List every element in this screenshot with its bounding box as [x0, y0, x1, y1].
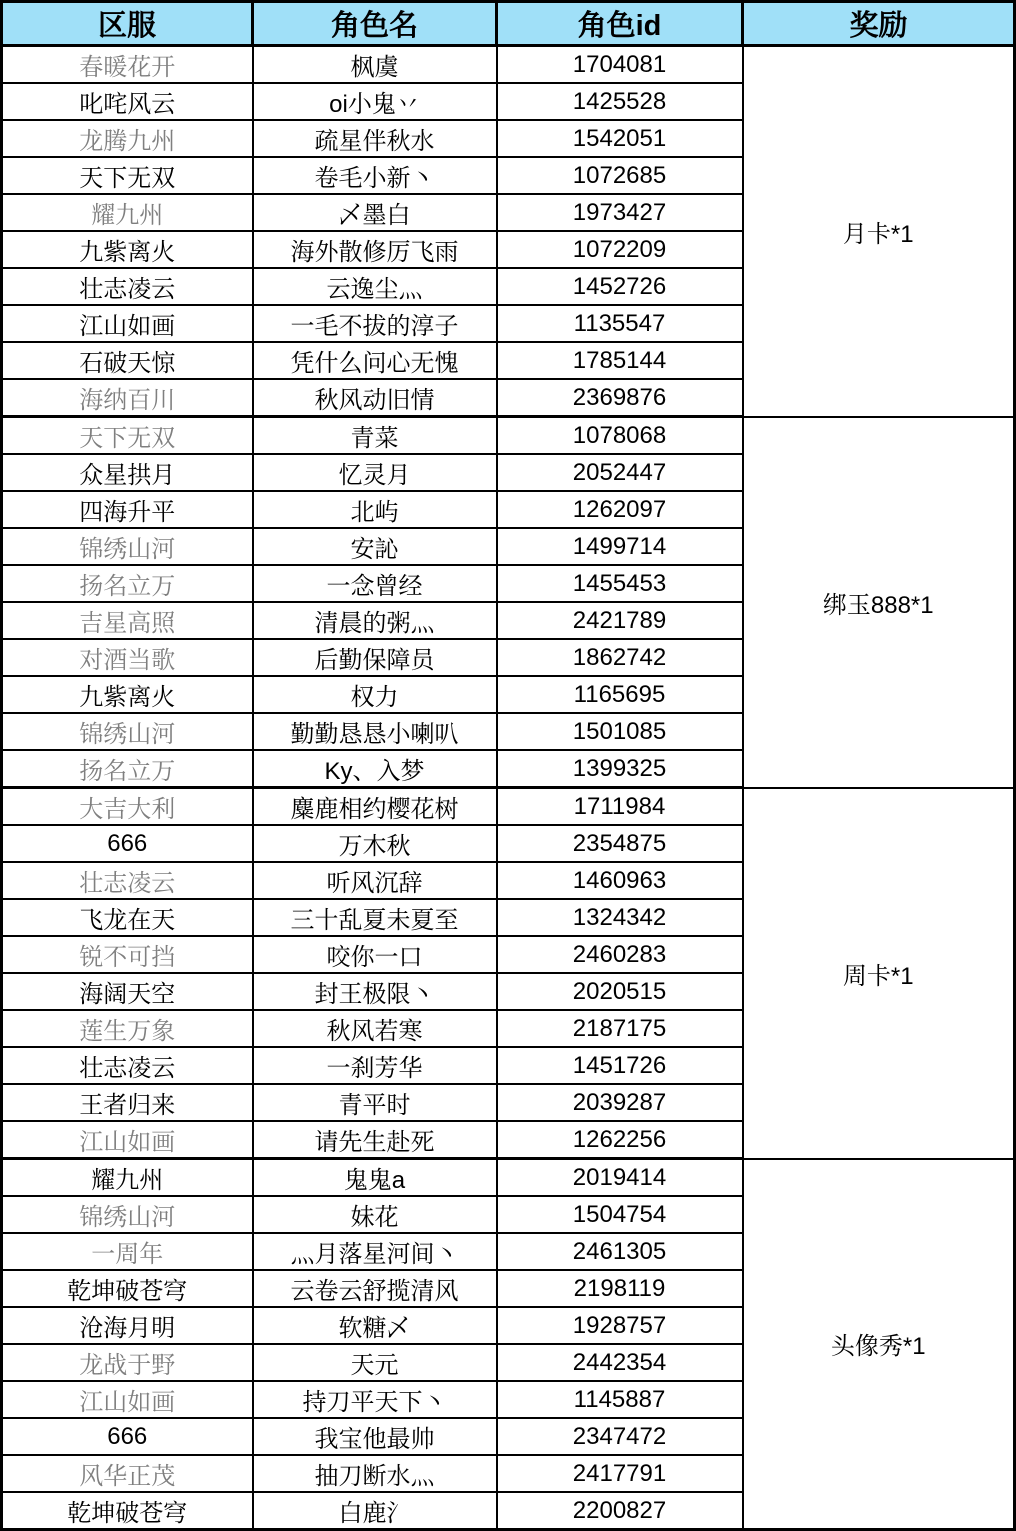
server-cell: 九紫离火	[2, 676, 253, 713]
server-cell: 石破天惊	[2, 342, 253, 379]
name-cell: 我宝他最帅	[253, 1418, 497, 1455]
id-cell: 2442354	[497, 1344, 743, 1381]
id-cell: 2187175	[497, 1010, 743, 1047]
id-cell: 1451726	[497, 1047, 743, 1084]
id-cell: 1452726	[497, 268, 743, 305]
id-cell: 1145887	[497, 1381, 743, 1418]
id-cell: 1078068	[497, 417, 743, 455]
server-cell: 对酒当歌	[2, 639, 253, 676]
id-cell: 2039287	[497, 1084, 743, 1121]
id-cell: 1711984	[497, 788, 743, 826]
server-cell: 锐不可挡	[2, 936, 253, 973]
server-cell: 一周年	[2, 1233, 253, 1270]
name-cell: 乄墨白	[253, 194, 497, 231]
name-cell: 持刀平天下丶	[253, 1381, 497, 1418]
table-body	[2, 46, 1015, 1530]
id-cell: 2200827	[497, 1492, 743, 1530]
server-cell: 叱咤风云	[2, 83, 253, 120]
reward-cell: 头像秀*1	[743, 1159, 1015, 1530]
id-cell: 1973427	[497, 194, 743, 231]
name-cell: 安訫	[253, 528, 497, 565]
server-cell: 江山如画	[2, 305, 253, 342]
name-cell: 云卷云舒揽清风	[253, 1270, 497, 1307]
id-cell: 2052447	[497, 454, 743, 491]
name-cell: 清晨的粥灬	[253, 602, 497, 639]
server-cell: 壮志凌云	[2, 1047, 253, 1084]
server-cell: 壮志凌云	[2, 268, 253, 305]
table-row	[2, 417, 1015, 455]
server-cell: 四海升平	[2, 491, 253, 528]
server-cell: 天下无双	[2, 157, 253, 194]
server-cell: 吉星高照	[2, 602, 253, 639]
server-cell: 锦绣山河	[2, 713, 253, 750]
name-cell: 一刹芳华	[253, 1047, 497, 1084]
name-cell: 权力	[253, 676, 497, 713]
name-cell: 青平时	[253, 1084, 497, 1121]
reward-cell: 月卡*1	[743, 46, 1015, 417]
server-cell: 扬名立万	[2, 565, 253, 602]
server-cell: 乾坤破苍穹	[2, 1270, 253, 1307]
name-cell: 青菜	[253, 417, 497, 455]
server-cell: 风华正茂	[2, 1455, 253, 1492]
id-cell: 1072209	[497, 231, 743, 268]
name-cell: 白鹿氵	[253, 1492, 497, 1530]
name-cell: 天元	[253, 1344, 497, 1381]
id-cell: 2354875	[497, 825, 743, 862]
id-cell: 1862742	[497, 639, 743, 676]
id-cell: 2460283	[497, 936, 743, 973]
server-cell: 沧海月明	[2, 1307, 253, 1344]
id-cell: 1135547	[497, 305, 743, 342]
server-cell: 锦绣山河	[2, 528, 253, 565]
server-cell: 天下无双	[2, 417, 253, 455]
name-cell: 封王极限丶	[253, 973, 497, 1010]
server-cell: 王者归来	[2, 1084, 253, 1121]
server-cell: 龙腾九州	[2, 120, 253, 157]
name-cell: 卷毛小新丶	[253, 157, 497, 194]
server-cell: 九紫离火	[2, 231, 253, 268]
name-cell: 灬月落星河间丶	[253, 1233, 497, 1270]
id-cell: 1501085	[497, 713, 743, 750]
server-cell: 666	[2, 825, 253, 862]
table-row	[2, 1159, 1015, 1197]
id-cell: 1704081	[497, 46, 743, 84]
name-cell: 枫虞	[253, 46, 497, 84]
id-cell: 1785144	[497, 342, 743, 379]
name-cell: 一念曾经	[253, 565, 497, 602]
name-cell: 咬你一口	[253, 936, 497, 973]
name-cell: 麋鹿相约樱花树	[253, 788, 497, 826]
id-cell: 2198119	[497, 1270, 743, 1307]
id-cell: 1399325	[497, 750, 743, 788]
name-cell: 云逸尘灬	[253, 268, 497, 305]
name-cell: 一毛不拔的淳子	[253, 305, 497, 342]
id-cell: 1504754	[497, 1196, 743, 1233]
id-cell: 1499714	[497, 528, 743, 565]
server-cell: 扬名立万	[2, 750, 253, 788]
id-cell: 1324342	[497, 899, 743, 936]
reward-cell: 绑玉888*1	[743, 417, 1015, 788]
server-cell: 江山如画	[2, 1381, 253, 1418]
id-cell: 1425528	[497, 83, 743, 120]
server-cell: 乾坤破苍穹	[2, 1492, 253, 1530]
id-cell: 1542051	[497, 120, 743, 157]
header-row	[2, 2, 1015, 46]
id-cell: 1455453	[497, 565, 743, 602]
server-cell: 耀九州	[2, 1159, 253, 1197]
name-cell: 秋风若寒	[253, 1010, 497, 1047]
name-cell: 三十乱夏未夏至	[253, 899, 497, 936]
server-cell: 飞龙在天	[2, 899, 253, 936]
name-cell: Ky、入梦	[253, 750, 497, 788]
column-header-reward: 奖励	[743, 2, 1015, 46]
server-cell: 江山如画	[2, 1121, 253, 1159]
name-cell: oi小鬼丷	[253, 83, 497, 120]
column-header-server: 区服	[2, 2, 253, 46]
name-cell: 鬼鬼a	[253, 1159, 497, 1197]
server-cell: 众星拱月	[2, 454, 253, 491]
reward-cell: 周卡*1	[743, 788, 1015, 1159]
id-cell: 2421789	[497, 602, 743, 639]
table-header	[2, 2, 1015, 46]
id-cell: 1165695	[497, 676, 743, 713]
table-row	[2, 46, 1015, 84]
table-row	[2, 788, 1015, 826]
name-cell: 请先生赴死	[253, 1121, 497, 1159]
server-cell: 锦绣山河	[2, 1196, 253, 1233]
server-cell: 壮志凌云	[2, 862, 253, 899]
name-cell: 秋风动旧情	[253, 379, 497, 417]
name-cell: 万木秋	[253, 825, 497, 862]
column-header-name: 角色名	[253, 2, 497, 46]
name-cell: 海外散修厉飞雨	[253, 231, 497, 268]
name-cell: 忆灵月	[253, 454, 497, 491]
id-cell: 1072685	[497, 157, 743, 194]
name-cell: 听风沉辞	[253, 862, 497, 899]
name-cell: 抽刀断水灬	[253, 1455, 497, 1492]
name-cell: 妹花	[253, 1196, 497, 1233]
name-cell: 软糖乄	[253, 1307, 497, 1344]
server-cell: 莲生万象	[2, 1010, 253, 1047]
id-cell: 2461305	[497, 1233, 743, 1270]
server-cell: 666	[2, 1418, 253, 1455]
server-cell: 春暖花开	[2, 46, 253, 84]
server-cell: 耀九州	[2, 194, 253, 231]
id-cell: 1262256	[497, 1121, 743, 1159]
name-cell: 凭什么问心无愧	[253, 342, 497, 379]
id-cell: 2347472	[497, 1418, 743, 1455]
server-cell: 海阔天空	[2, 973, 253, 1010]
server-cell: 大吉大利	[2, 788, 253, 826]
name-cell: 后勤保障员	[253, 639, 497, 676]
name-cell: 勤勤恳恳小喇叭	[253, 713, 497, 750]
id-cell: 1262097	[497, 491, 743, 528]
server-cell: 龙战于野	[2, 1344, 253, 1381]
id-cell: 2369876	[497, 379, 743, 417]
column-header-id: 角色id	[497, 2, 743, 46]
name-cell: 疏星伴秋水	[253, 120, 497, 157]
id-cell: 2417791	[497, 1455, 743, 1492]
id-cell: 2019414	[497, 1159, 743, 1197]
id-cell: 1460963	[497, 862, 743, 899]
name-cell: 北屿	[253, 491, 497, 528]
server-cell: 海纳百川	[2, 379, 253, 417]
id-cell: 2020515	[497, 973, 743, 1010]
id-cell: 1928757	[497, 1307, 743, 1344]
